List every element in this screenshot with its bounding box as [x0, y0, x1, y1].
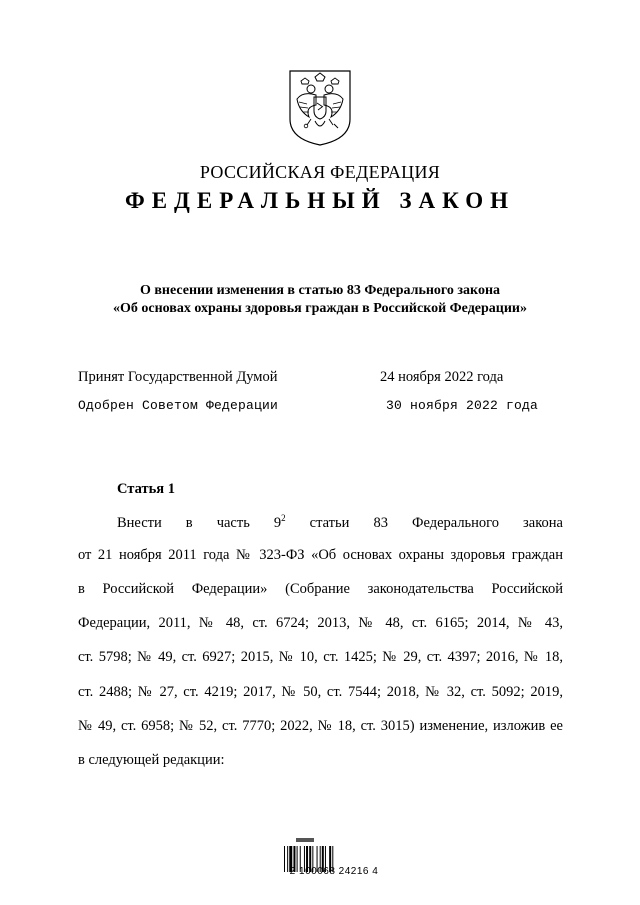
- law-title-line-2: «Об основах охраны здоровья граждан в Российской Федерации»: [112, 301, 527, 316]
- article-text-line: ст. 2488; № 27, ст. 4219; 2017, № 50, ст. 7544; 2018, № 32, ст. 5092; 2019,: [78, 684, 563, 700]
- article-text-line: в Российской Федерации» (Собрание законодательства Российской: [78, 581, 563, 597]
- article-text-line: ст. 5798; № 49, ст. 6927; 2015, № 10, ст. 1425; № 29, ст. 4397; 2016, № 18,: [78, 649, 563, 665]
- barcode-number: 2 100068 24216 4: [289, 866, 379, 877]
- part-superscript: 2: [281, 513, 286, 523]
- first-line-part-a: Внести в часть 9: [117, 515, 282, 531]
- article-text-line: [117, 513, 563, 535]
- article-text-line: № 49, ст. 6958; № 52, ст. 7770; 2022, № 18, ст. 3015) изменение, изложив ее: [78, 718, 563, 734]
- duma-label: Принят Государственной Думой: [78, 369, 278, 385]
- article-text-line: от 21 ноября 2011 года № 323-ФЗ «Об основах охраны здоровья граждан: [78, 547, 563, 563]
- first-line-part-b: статьи 83 Федерального закона: [285, 515, 563, 531]
- council-date: 30 ноября 2022 года: [386, 398, 539, 413]
- duma-date: 24 ноября 2022 года: [380, 369, 504, 385]
- article-heading: Статья 1: [117, 481, 175, 497]
- approval-council-row: [78, 398, 548, 420]
- article-text-line: в следующей редакции:: [78, 752, 225, 768]
- article-text-line: Федерации, 2011, № 48, ст. 6724; 2013, № 48, ст. 6165; 2014, № 43,: [78, 615, 563, 631]
- council-label: Одобрен Советом Федерации: [78, 398, 279, 413]
- adoption-duma-row: [78, 369, 548, 391]
- country-heading: РОССИЙСКАЯ ФЕДЕРАЦИЯ: [199, 162, 441, 182]
- coat-of-arms-emblem: [287, 69, 353, 147]
- document-type-heading: ФЕДЕРАЛЬНЫЙ ЗАКОН: [124, 188, 516, 213]
- law-title-line-1: О внесении изменения в статью 83 Федерального закона: [139, 283, 501, 298]
